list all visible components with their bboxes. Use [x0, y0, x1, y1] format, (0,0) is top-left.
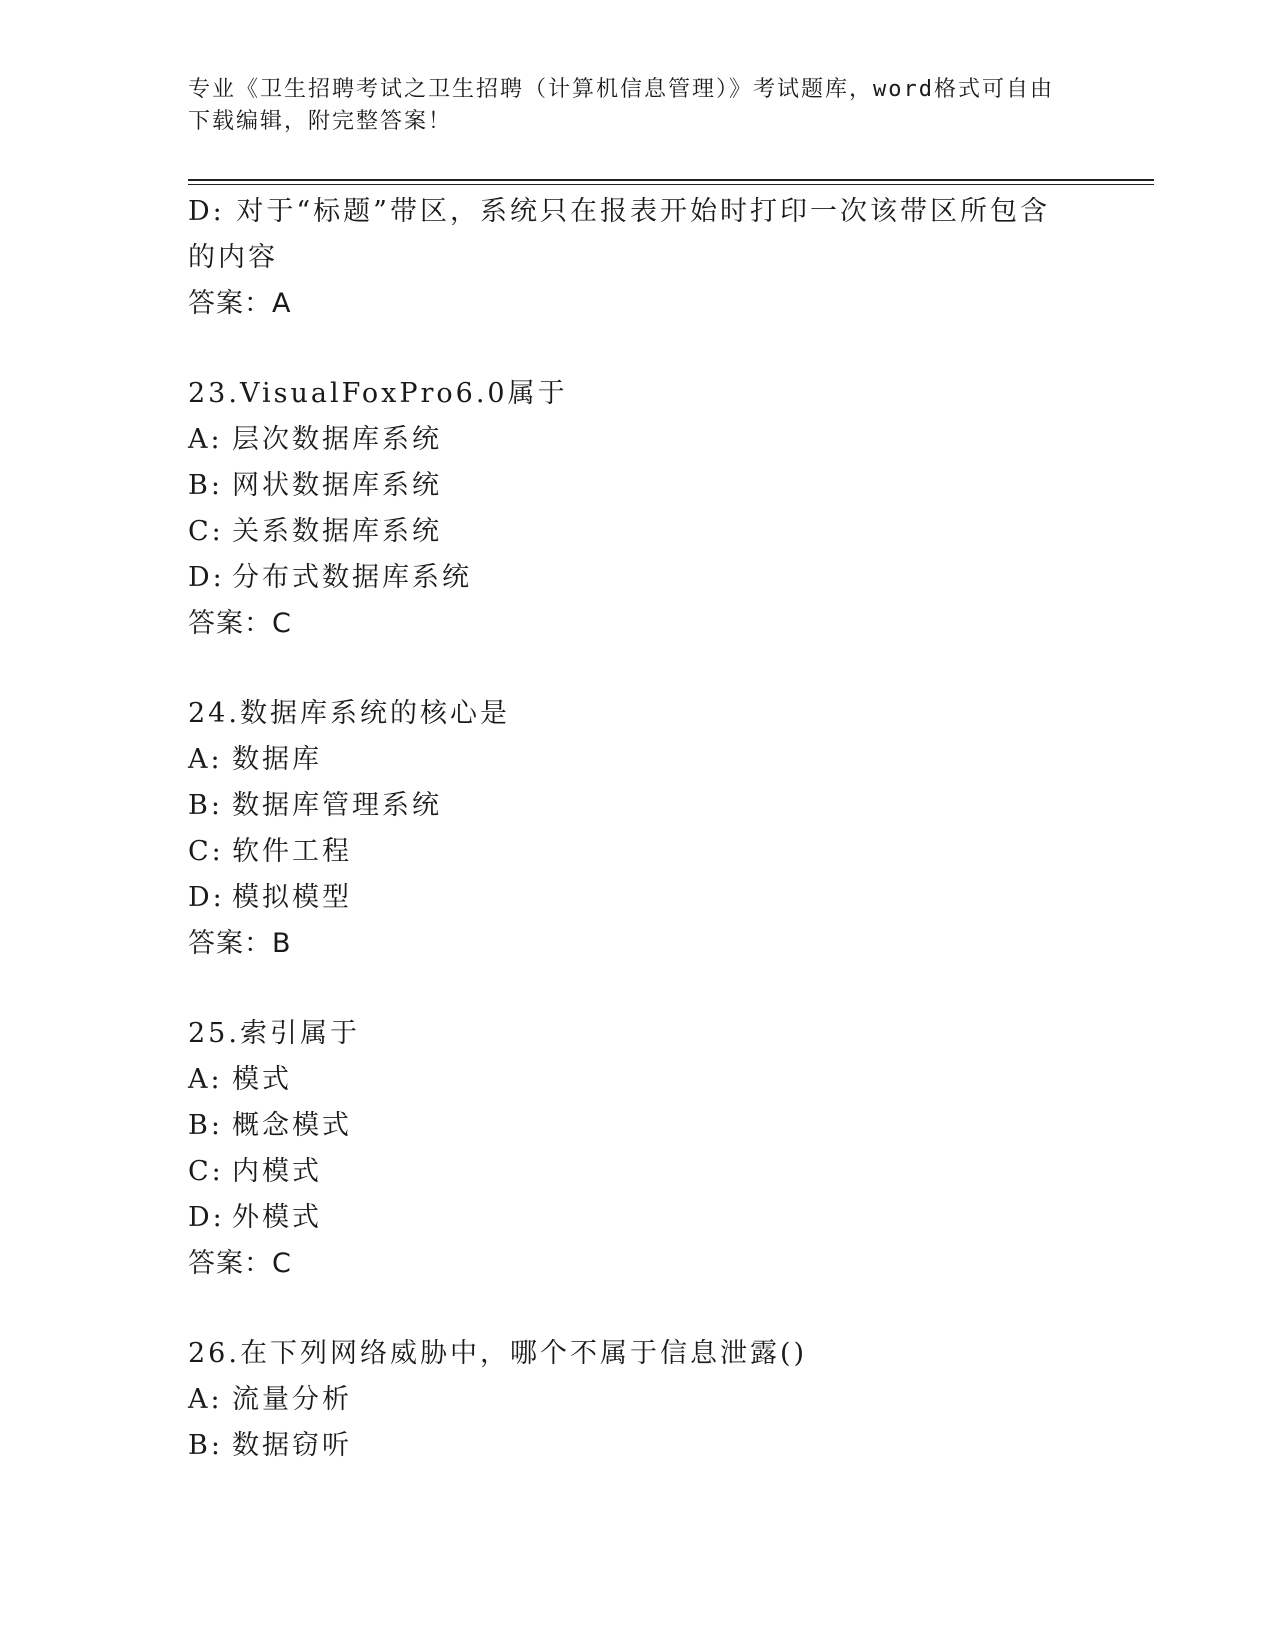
option-letter: A:: [188, 1384, 223, 1415]
page-header: [188, 74, 1068, 138]
option-letter: A:: [188, 1064, 223, 1095]
option-b: [188, 463, 1088, 509]
option-text: 数据窃听: [232, 1430, 352, 1461]
option-text: 流量分析: [232, 1384, 352, 1415]
option-text: 软件工程: [232, 836, 352, 867]
question-24: [188, 691, 1088, 967]
question-list: [188, 189, 1088, 1469]
option-b: [188, 783, 1088, 829]
option-d: [188, 189, 1078, 281]
answer-line: 答案：C: [188, 1248, 292, 1279]
option-letter: B:: [188, 1110, 223, 1141]
option-d: [188, 875, 1088, 921]
option-letter: D:: [188, 882, 225, 913]
option-letter: D:: [188, 562, 225, 593]
header-rule-thin: [188, 184, 1154, 185]
option-text: 内模式: [232, 1156, 322, 1187]
option-a: [188, 1377, 1088, 1423]
option-b: [188, 1423, 1088, 1469]
option-text: 分布式数据库系统: [232, 562, 472, 593]
option-text: 数据库: [232, 744, 322, 775]
option-a: [188, 1057, 1088, 1103]
option-letter: C:: [188, 1156, 224, 1187]
question-stem: 26.在下列网络威胁中，哪个不属于信息泄露(): [188, 1338, 808, 1369]
header-rule-thick: [188, 179, 1154, 181]
question-stem: 25.索引属于: [188, 1018, 360, 1049]
option-a: [188, 417, 1088, 463]
question-25: [188, 1011, 1088, 1287]
question-23: [188, 371, 1088, 647]
option-letter: C:: [188, 836, 224, 867]
option-letter: D:: [188, 196, 225, 227]
option-text: 数据库管理系统: [232, 790, 442, 821]
option-text: 网状数据库系统: [232, 470, 442, 501]
option-a: [188, 737, 1088, 783]
option-c: [188, 509, 1088, 555]
option-letter: A:: [188, 744, 223, 775]
option-letter: B:: [188, 1430, 223, 1461]
option-c: [188, 829, 1088, 875]
option-text: 模式: [232, 1064, 292, 1095]
option-d: [188, 1195, 1088, 1241]
option-text: 外模式: [232, 1202, 322, 1233]
question-stem: 24.数据库系统的核心是: [188, 698, 510, 729]
option-b: [188, 1103, 1088, 1149]
option-c: [188, 1149, 1088, 1195]
answer-line: 答案：C: [188, 608, 292, 639]
option-letter: A:: [188, 424, 223, 455]
option-text: 概念模式: [232, 1110, 352, 1141]
option-letter: D:: [188, 1202, 225, 1233]
header-text: 专业《卫生招聘考试之卫生招聘（计算机信息管理）》考试题库，word格式可自由下载编辑，附完整答案！: [188, 77, 1054, 134]
answer-line: 答案：B: [188, 928, 292, 959]
option-letter: B:: [188, 470, 223, 501]
option-text: 关系数据库系统: [232, 516, 442, 547]
option-text: 模拟模型: [232, 882, 352, 913]
previous-question-tail: [188, 189, 1088, 327]
question-stem: 23.VisualFoxPro6.0属于: [188, 378, 568, 409]
option-d: [188, 555, 1088, 601]
question-26: [188, 1331, 1088, 1469]
option-letter: C:: [188, 516, 224, 547]
option-letter: B:: [188, 790, 223, 821]
answer-line: 答案：A: [188, 288, 292, 319]
option-text: 层次数据库系统: [232, 424, 442, 455]
option-text: 对于“标题”带区，系统只在报表开始时打印一次该带区所包含的内容: [188, 196, 1050, 273]
